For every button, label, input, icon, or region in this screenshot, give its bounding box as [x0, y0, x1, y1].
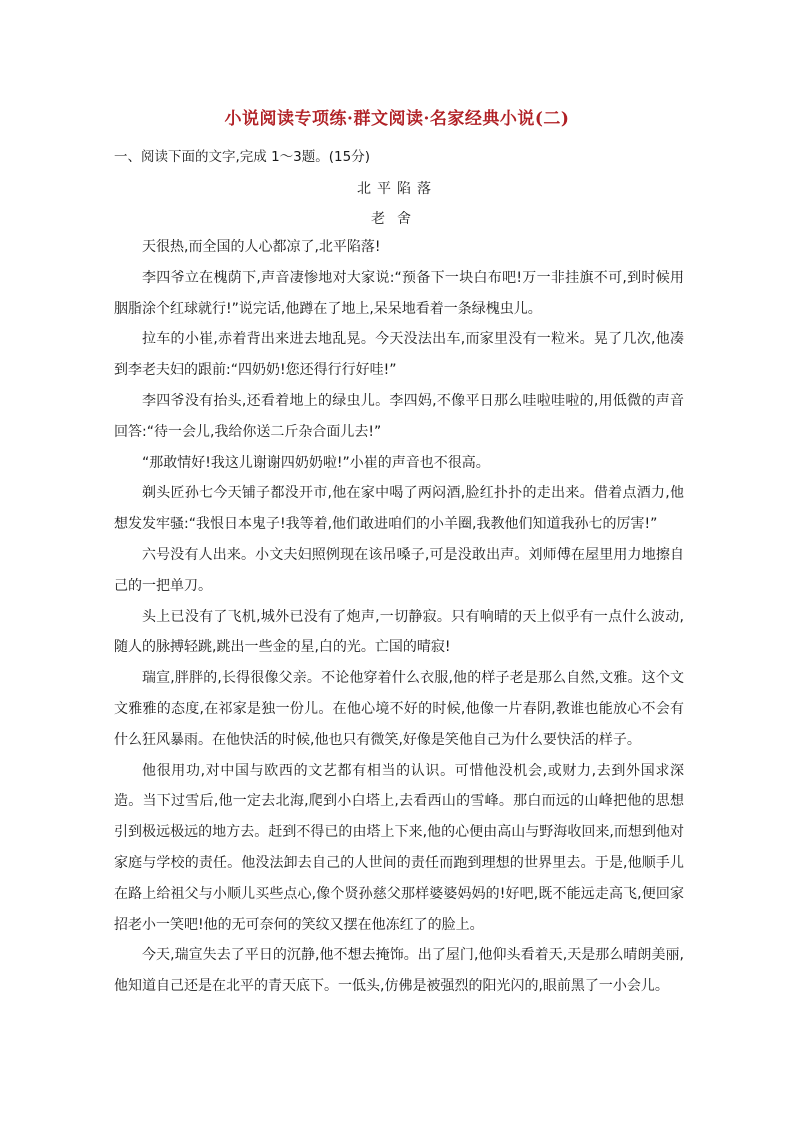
paragraph: 他很用功,对中国与欧西的文艺都有相当的认识。可惜他没机会,或财力,去到外国求深造。当下过雪后,他一定去北海,爬到小白塔上,去看西山的雪峰。那白而远的山峰把他的思想引到极远极远的地方去。赶到不得已的由塔上下来,他的心便由高山与野海收回来,而想到他对家庭与学校的责任。他没法卸去自己的人世间的责任而跑到理想的世界里去。于是,他顺手儿在路上给祖父与小顺儿买些点心,像个贤孙慈父那样婆婆妈妈的!好吧,既不能远走高飞,便回家招老小一笑吧!他的无可奈何的笑纹又摆在他冻红了的脸上。 [114, 762, 684, 933]
paragraph: 今天,瑞宣失去了平日的沉静,他不想去掩饰。出了屋门,他仰头看着天,天是那么晴朗美丽,他知道自己还是在北平的青天底下。一低头,仿佛是被强烈的阳光闪的,眼前黑了一小会儿。 [114, 947, 684, 995]
paragraph: 天很热,而全国的人心都凉了,北平陷落! [142, 239, 381, 255]
paragraph: 瑞宣,胖胖的,长得很像父亲。不论他穿着什么衣服,他的样子老是那么自然,文雅。这个文文雅雅的态度,在祁家是独一份儿。在他心境不好的时候,他像一片春阴,教谁也能放心不会有什么狂风暴雨。在他快活的时候,他也只有微笑,好像是笑他自己为什么要快活的样子。 [114, 670, 684, 748]
story-title: 北平陷落 [357, 181, 437, 197]
paragraph: 头上已没有了飞机,城外已没有了炮声,一切静寂。只有响晴的天上似乎有一点什么波动,随人的脉搏轻跳,跳出一些金的星,白的光。亡国的晴寂! [114, 608, 684, 656]
question-instruction: 一、阅读下面的文字,完成 1～3题。(15分) [114, 149, 370, 165]
paragraph: 李四爷没有抬头,还看着地上的绿虫儿。李四妈,不像平日那么哇啦哇啦的,用低微的声音回答:“待一会儿,我给你送二斤杂合面儿去!” [114, 392, 684, 440]
paragraph: 李四爷立在槐荫下,声音凄惨地对大家说:“预备下一块白布吧!万一非挂旗不可,到时候用胭脂涂个红球就行!”说完话,他蹲在了地上,呆呆地看着一条绿槐虫儿。 [114, 269, 684, 317]
paragraph: 六号没有人出来。小文夫妇照例现在该吊嗓子,可是没敢出声。刘师傅在屋里用力地擦自己的一把单刀。 [114, 546, 684, 594]
paragraph: 拉车的小崔,赤着背出来进去地乱晃。今天没法出车,而家里没有一粒米。晃了几次,他凑到李老夫妇的跟前:“四奶奶!您还得行行好哇!” [114, 331, 684, 379]
document-title: 小说阅读专项练·群文阅读·名家经典小说(二) [224, 109, 570, 129]
story-author: 老舍 [371, 211, 423, 227]
paragraph: 剃头匠孙七今天铺子都没开市,他在家中喝了两闷酒,脸红扑扑的走出来。借着点酒力,他想发发牢骚:“我恨日本鬼子!我等着,他们敢进咱们的小羊圈,我教他们知道我孙七的厉害!” [114, 485, 684, 533]
paragraph: “那敢情好!我这儿谢谢四奶奶啦!”小崔的声音也不很高。 [142, 454, 490, 471]
story-body [114, 232, 684, 1002]
